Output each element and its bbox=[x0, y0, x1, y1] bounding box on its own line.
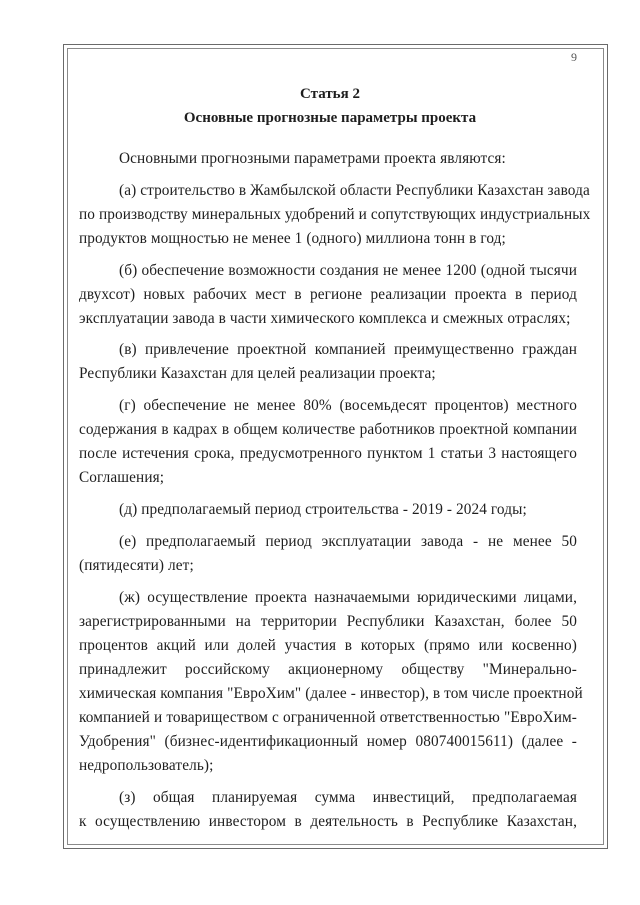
paragraph-line: (д) предполагаемый период строительства - 2019 - 2024 годы; bbox=[119, 501, 527, 518]
paragraph-line: (б) обеспечение возможности создания не менее 1200 (одной тысячи bbox=[119, 262, 577, 279]
paragraph-line: принадлежит российскому акционерному обществу "Минерально- bbox=[79, 661, 577, 678]
paragraph-line: двухсот) новых рабочих мест в регионе реализации проекта в период bbox=[79, 286, 577, 303]
paragraph-line: (ж) осуществление проекта назначаемыми юридическими лицами, bbox=[119, 589, 577, 606]
page-number: 9 bbox=[571, 50, 577, 64]
article-title: Статья 2 bbox=[300, 86, 360, 102]
paragraph-line: процентов акций или долей участия в которых (прямо или косвенно) bbox=[79, 637, 577, 654]
paragraph-line: после истечения срока, предусмотренного пунктом 1 статьи 3 настоящего bbox=[79, 445, 577, 462]
paragraph-line: (а) строительство в Жамбылской области Республики Казахстан завода bbox=[119, 182, 590, 199]
paragraph-line: компанией и товариществом с ограниченной ответственностью "ЕвроХим- bbox=[79, 709, 577, 726]
article-subtitle: Основные прогнозные параметры проекта bbox=[183, 110, 477, 126]
paragraph-line: зарегистрированными на территории Республики Казахстан, более 50 bbox=[79, 613, 577, 630]
paragraph-line: к осуществлению инвестором в деятельность в Республике Казахстан, bbox=[79, 813, 577, 830]
paragraph-line: Соглашения; bbox=[79, 469, 165, 486]
paragraph-line: (в) привлечение проектной компанией преимущественно граждан bbox=[119, 341, 577, 358]
paragraph-line: (г) обеспечение не менее 80% (восемьдесят процентов) местного bbox=[119, 397, 577, 414]
paragraph-line: (з) общая планируемая сумма инвестиций, предполагаемая bbox=[119, 789, 577, 806]
paragraph-line: (е) предполагаемый период эксплуатации завода - не менее 50 bbox=[119, 533, 577, 550]
paragraph-line: содержания в кадрах в общем количестве работников проектной компании bbox=[79, 421, 577, 438]
paragraph-line: продуктов мощностью не менее 1 (одного) миллиона тонн в год; bbox=[79, 230, 506, 247]
paragraph-line: эксплуатации завода в части химического комплекса и смежных отраслях; bbox=[79, 310, 571, 327]
paragraph-line: Удобрения" (бизнес-идентификационный номер 080740015611) (далее - bbox=[79, 733, 577, 750]
paragraph-line: недропользователь); bbox=[79, 757, 214, 774]
paragraph-line: Республики Казахстан для целей реализации проекта; bbox=[79, 365, 436, 382]
paragraph-line: (пятидесяти) лет; bbox=[79, 557, 194, 574]
paragraph-line: по производству минеральных удобрений и сопутствующих индустриальных bbox=[79, 206, 591, 223]
paragraph-line: химическая компания "ЕвроХим" (далее - инвестор), в том числе проектной bbox=[79, 685, 583, 702]
paragraph-line: Основными прогнозными параметрами проекта являются: bbox=[119, 150, 506, 167]
